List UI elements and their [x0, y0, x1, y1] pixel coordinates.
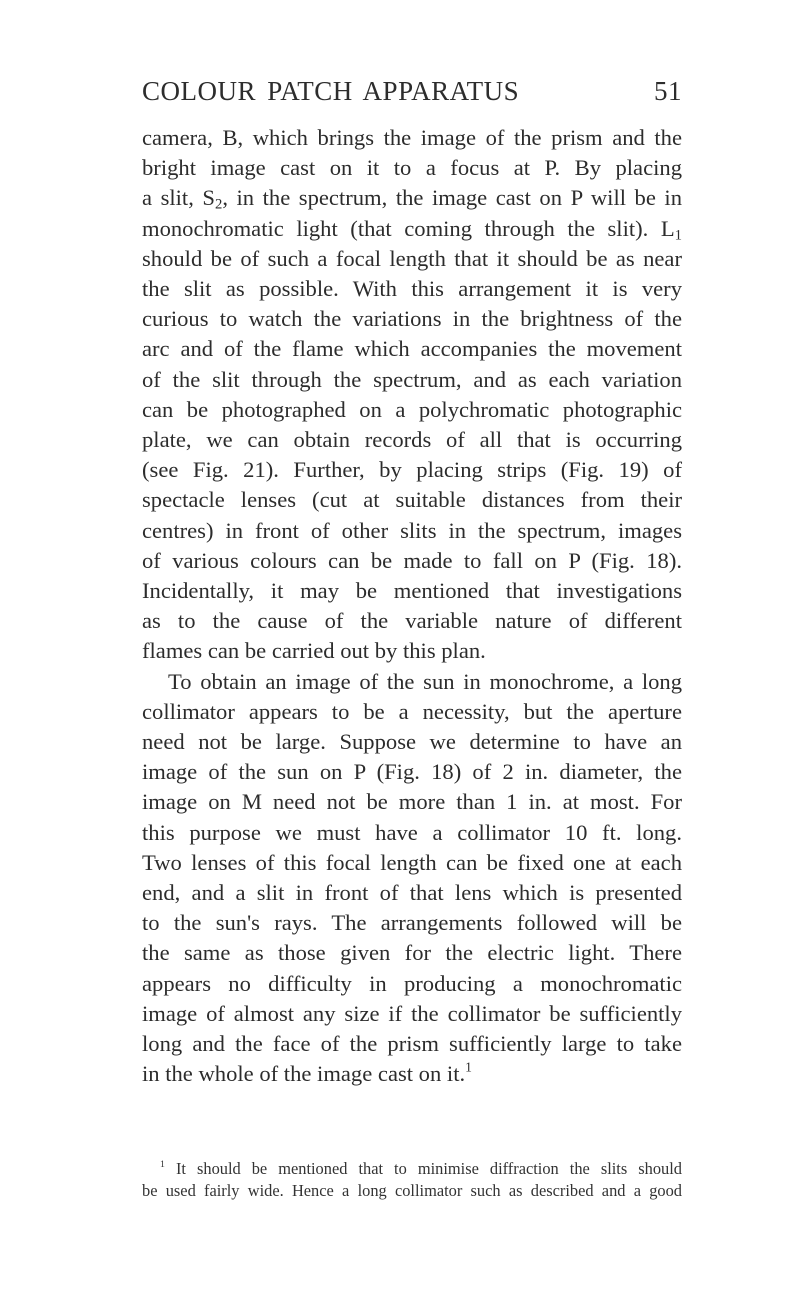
- text-line: [142, 183, 682, 213]
- page-title: COLOUR PATCH APPARATUS: [142, 76, 520, 106]
- text-line: bright image cast on it to a focus at P. By placing: [142, 155, 682, 181]
- text-line: centres) in front of other slits in the spectrum, images: [142, 517, 682, 543]
- text-line: To obtain an image of the sun in monochrome, a long: [168, 668, 682, 694]
- text-line: camera, B, which brings the image of the prism and the: [142, 125, 682, 150]
- text-line: end, and a slit in front of that lens which is presented: [142, 880, 682, 906]
- text-line: image of almost any size if the collimator be sufficiently: [142, 1000, 682, 1026]
- text-line: arc and of the flame which accompanies the movement: [142, 336, 682, 362]
- text-line: spectacle lenses (cut at suitable distances from their: [142, 487, 682, 513]
- footnote: [142, 1158, 682, 1202]
- subscript: 1: [674, 227, 682, 244]
- text-line: image of the sun on P (Fig. 18) of 2 in. diameter, the: [142, 759, 682, 785]
- subscript: 2: [214, 197, 223, 214]
- body-text: [142, 123, 682, 1090]
- text-line: (see Fig. 21). Further, by placing strips (Fig. 19) of: [142, 457, 682, 483]
- text-line: image on M need not be more than 1 in. at most. For: [142, 789, 682, 815]
- text-line: of various colours can be made to fall on P (Fig. 18).: [142, 547, 682, 573]
- text-line: to the sun's rays. The arrangements followed will be: [142, 910, 682, 936]
- text-line: of the slit through the spectrum, and as each variation: [142, 366, 682, 392]
- text-line: curious to watch the variations in the brightness of the: [142, 306, 682, 332]
- footnote-reference[interactable]: 1: [465, 1059, 472, 1075]
- text-line: the slit as possible. With this arrangement it is very: [142, 276, 682, 302]
- running-head: [142, 76, 682, 107]
- text-segment: , in the spectrum, the image cast on P will be in: [222, 185, 682, 211]
- text-line: the same as those given for the electric light. There: [142, 940, 682, 966]
- text-line: flames can be carried out by this plan.: [142, 638, 486, 664]
- text-line: plate, we can obtain records of all that is occurring: [142, 427, 682, 453]
- text-line: [142, 1059, 682, 1089]
- page-number: 51: [654, 76, 682, 106]
- text-line: appears no difficulty in producing a monochromatic: [142, 970, 682, 996]
- text-line: Two lenses of this focal length can be fixed one at each: [142, 849, 682, 875]
- text-line: need not be large. Suppose we determine to have an: [142, 729, 682, 755]
- footnote-line: be used fairly wide. Hence a long collimator such as described and a good: [142, 1181, 682, 1200]
- footnote-marker: 1: [160, 1159, 165, 1171]
- text-line: as to the cause of the variable nature of different: [142, 608, 682, 634]
- text-segment: a slit, S: [142, 185, 215, 211]
- text-segment: in the whole of the image cast on it.: [142, 1061, 466, 1087]
- text-line: long and the face of the prism sufficiently large to take: [142, 1031, 682, 1057]
- paragraph-1: [142, 123, 682, 667]
- paragraph-2: [142, 667, 682, 1090]
- footnote-line: [142, 1158, 682, 1180]
- text-segment: monochromatic light (that coming through the slit). L: [142, 215, 675, 241]
- text-line: Incidentally, it may be mentioned that investigations: [142, 578, 682, 604]
- text-line: collimator appears to be a necessity, but the aperture: [142, 698, 682, 724]
- text-line: this purpose we must have a collimator 10 ft. long.: [142, 819, 682, 845]
- text-line: can be photographed on a polychromatic photographic: [142, 396, 682, 422]
- text-line: should be of such a focal length that it should be as near: [142, 245, 682, 271]
- text-line: [142, 214, 682, 244]
- footnote-text: It should be mentioned that to minimise diffraction the slits should: [175, 1159, 682, 1178]
